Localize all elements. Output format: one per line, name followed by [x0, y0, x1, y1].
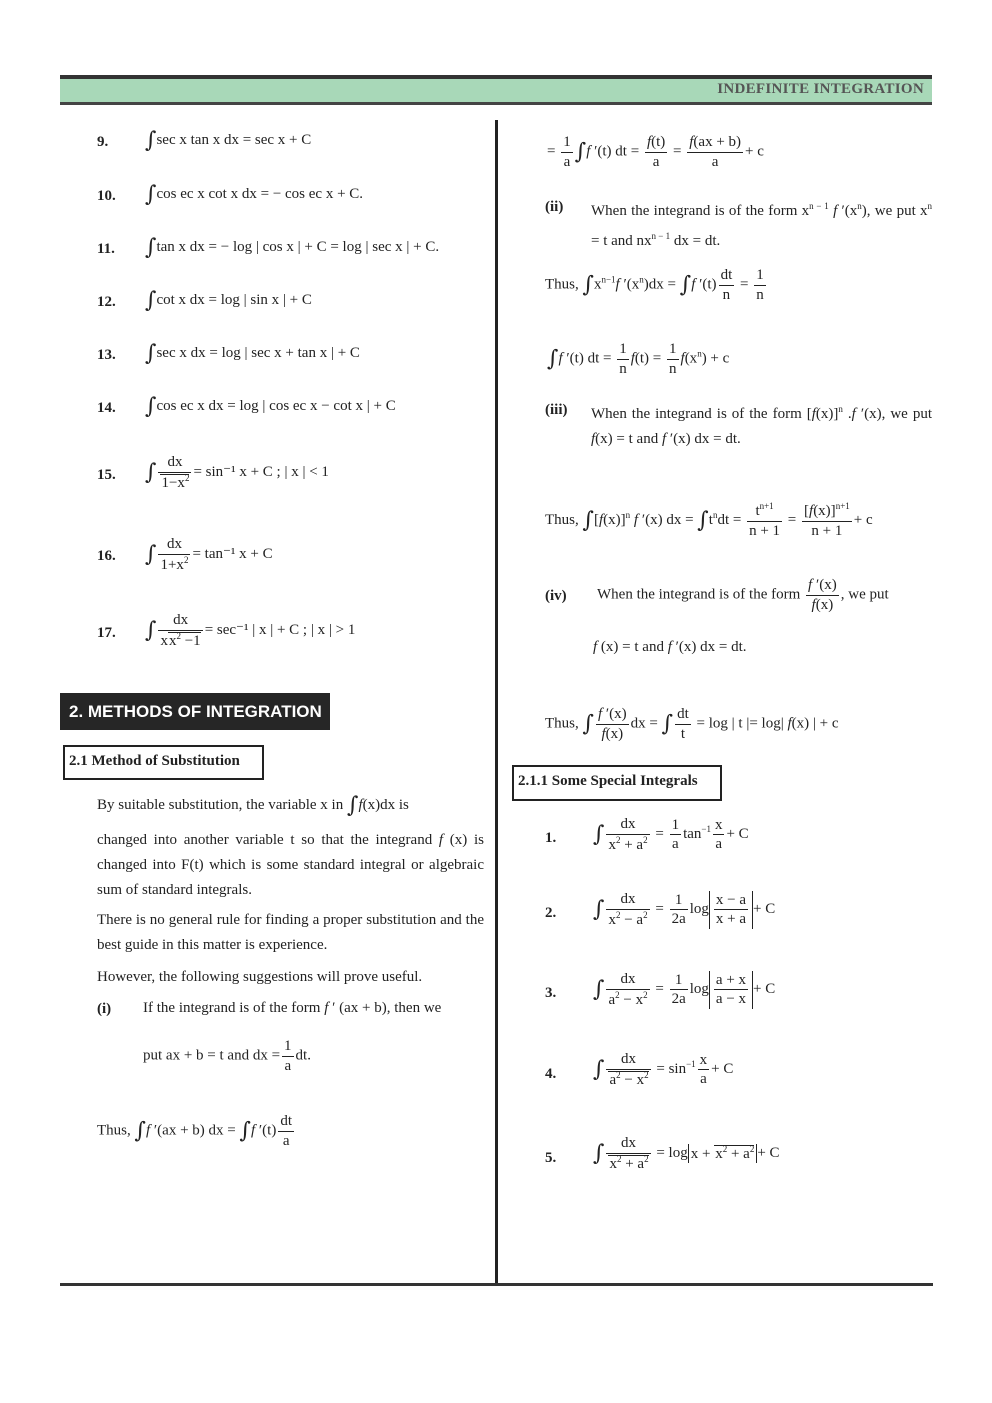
paragraph-substitution-2: changed into another variable t so that the integrand f (x) is changed into F(t) which is some standard integral or algebraic sum of standard integrals.	[97, 832, 485, 898]
formula-16: ∫ $\frac{dx}{1+x^2}$ = tan⁻¹ x + C	[145, 536, 273, 573]
footer-rule	[60, 1283, 933, 1286]
case-label: (ii)	[545, 199, 564, 215]
special-integral-1: ∫ $\frac{dx}{x^2 + a^2}$ = $\frac{1}{a}$ $\tan^{-1}$ $\frac{x}{a}$ + C	[593, 816, 749, 853]
special-integral-2: ∫ $\frac{dx}{x^2 - a^2}$ = $\frac{1}{2a}$ log $\frac{x - a}{x + a}$ + C	[593, 891, 776, 928]
subsubsection-heading: 2.1.1 Some Special Integrals	[512, 765, 722, 801]
subsection-heading: 2.1 Method of Substitution	[63, 745, 264, 780]
page-header-title: INDEFINITE INTEGRATION	[717, 81, 924, 97]
formula-12: ∫cot x dx = log | sin x | + C	[145, 288, 312, 313]
special-number: 1.	[545, 830, 557, 846]
section-heading: 2. METHODS OF INTEGRATION	[60, 693, 330, 730]
case-label: (iv)	[545, 588, 567, 604]
case-i-put: put ax + b = t and dx = $\frac{1}{a}$ dt.	[143, 1038, 311, 1074]
formula-number: 17.	[97, 625, 116, 641]
case-i-thus: Thus, ∫f ′(ax + b) dx = ∫f ′(t) $\frac{dt}{a}$	[97, 1113, 293, 1149]
formula-9: ∫sec x tan x dx = sec x + C	[145, 128, 312, 153]
formula-number: 15.	[97, 467, 116, 483]
formula-number: 16.	[97, 548, 116, 564]
formula-17: ∫ $\frac{dx}{xx^2 -1}$ = sec⁻¹ | x | + C ; | x | > 1	[145, 612, 356, 649]
special-integral-5: ∫ $\frac{dx}{x^2 + a^2}$ = $\log x + x^2 + a^2 + C$	[593, 1135, 780, 1172]
formula-14: ∫cos ec x dx = log | cos ec x − cot x | + C	[145, 394, 396, 419]
formula-number: 11.	[97, 241, 115, 257]
case-iii-text: When the integrand is of the form $[f(x)]^n$ .f ′(x), we put f(x) = t and f ′(x) dx = dt.	[591, 404, 933, 447]
formula-number: 12.	[97, 294, 116, 310]
formula-number: 13.	[97, 347, 116, 363]
special-integral-4: ∫ $\frac{dx}{a^2 - x^2}$ = $\sin^{-1}$ $\frac{x}{a}$ + C	[593, 1051, 734, 1088]
special-number: 2.	[545, 905, 557, 921]
special-number: 3.	[545, 985, 557, 1001]
case-i-text: If the integrand is of the form f ′ (ax + b), then we	[143, 1000, 442, 1016]
formula-15: ∫ $\frac{dx}{1-x^2}$ = sin⁻¹ x + C ; | x | < 1	[145, 454, 329, 491]
formula-number: 10.	[97, 188, 116, 204]
case-i-result: = $\frac{1}{a}$ ∫f ′(t) dt = $\frac{f(t)}{a}$ = $\frac{f(ax + b)}{a}$ + c	[547, 134, 764, 170]
formula-number: 14.	[97, 400, 116, 416]
formula-number: 9.	[97, 134, 109, 150]
special-number: 4.	[545, 1066, 557, 1082]
paragraph-substitution-1: By suitable substitution, the variable x in ∫f(x)dx is	[97, 793, 409, 818]
formula-11: ∫tan x dx = − log | cos x | + C = log | sec x | + C.	[145, 235, 440, 260]
special-number: 5.	[545, 1150, 557, 1166]
case-ii-thus: Thus, $\int x^{n-1}f$ $'(x^n)dx = \int f$ ′(t) $\frac{dt}{n}$ = $\frac{1}{n}$	[545, 267, 764, 303]
case-ii-text: When the integrand is of the form $x^{n - 1}$ f $'(x^n)$, we put $x^n = t$ and $nx^{n - 1}$ dx = dt.	[591, 201, 933, 249]
case-label: (iii)	[545, 402, 568, 418]
formula-10: ∫cos ec x cot x dx = − cos ec x + C.	[145, 182, 364, 207]
case-iv-thus: Thus, ∫ $\frac{f '(x)}{f(x)}$ dx = ∫ $\frac{dt}{t}$ = log | t |= log| f(x) | + c	[545, 706, 839, 742]
formula-13: ∫sec x dx = log | sec x + tan x | + C	[145, 341, 360, 366]
paragraph-suggestions: However, the following suggestions will prove useful.	[97, 969, 423, 985]
paragraph-no-general-rule: There is no general rule for finding a proper substitution and the best guide in this matter is experience.	[97, 912, 484, 953]
case-iv-text: When the integrand is of the form $\frac{f '(x)}{f(x)}$ , we put	[597, 577, 889, 613]
case-label: (i)	[97, 1001, 112, 1017]
case-iv-put: f (x) = t and f ′(x) dx = dt.	[593, 639, 747, 655]
header-band	[60, 79, 932, 105]
column-divider	[495, 120, 498, 1285]
case-iii-thus: Thus, $\int[f(x)]^n$ f ′(x) dx = $\int t^ndt$ = $\frac{t^{n+1}}{n + 1}$ = $\frac{[f(x)]^{n+1}}{n + 1}$ + c	[545, 501, 873, 539]
special-integral-3: ∫ $\frac{dx}{a^2 - x^2}$ = $\frac{1}{2a}$ log $\frac{a + x}{a - x}$ + C	[593, 971, 776, 1008]
case-ii-result: ∫f ′(t) dt = $\frac{1}{n}$ f(t) = $\frac{1}{n}$ $f(x^n) + c$	[547, 341, 730, 377]
